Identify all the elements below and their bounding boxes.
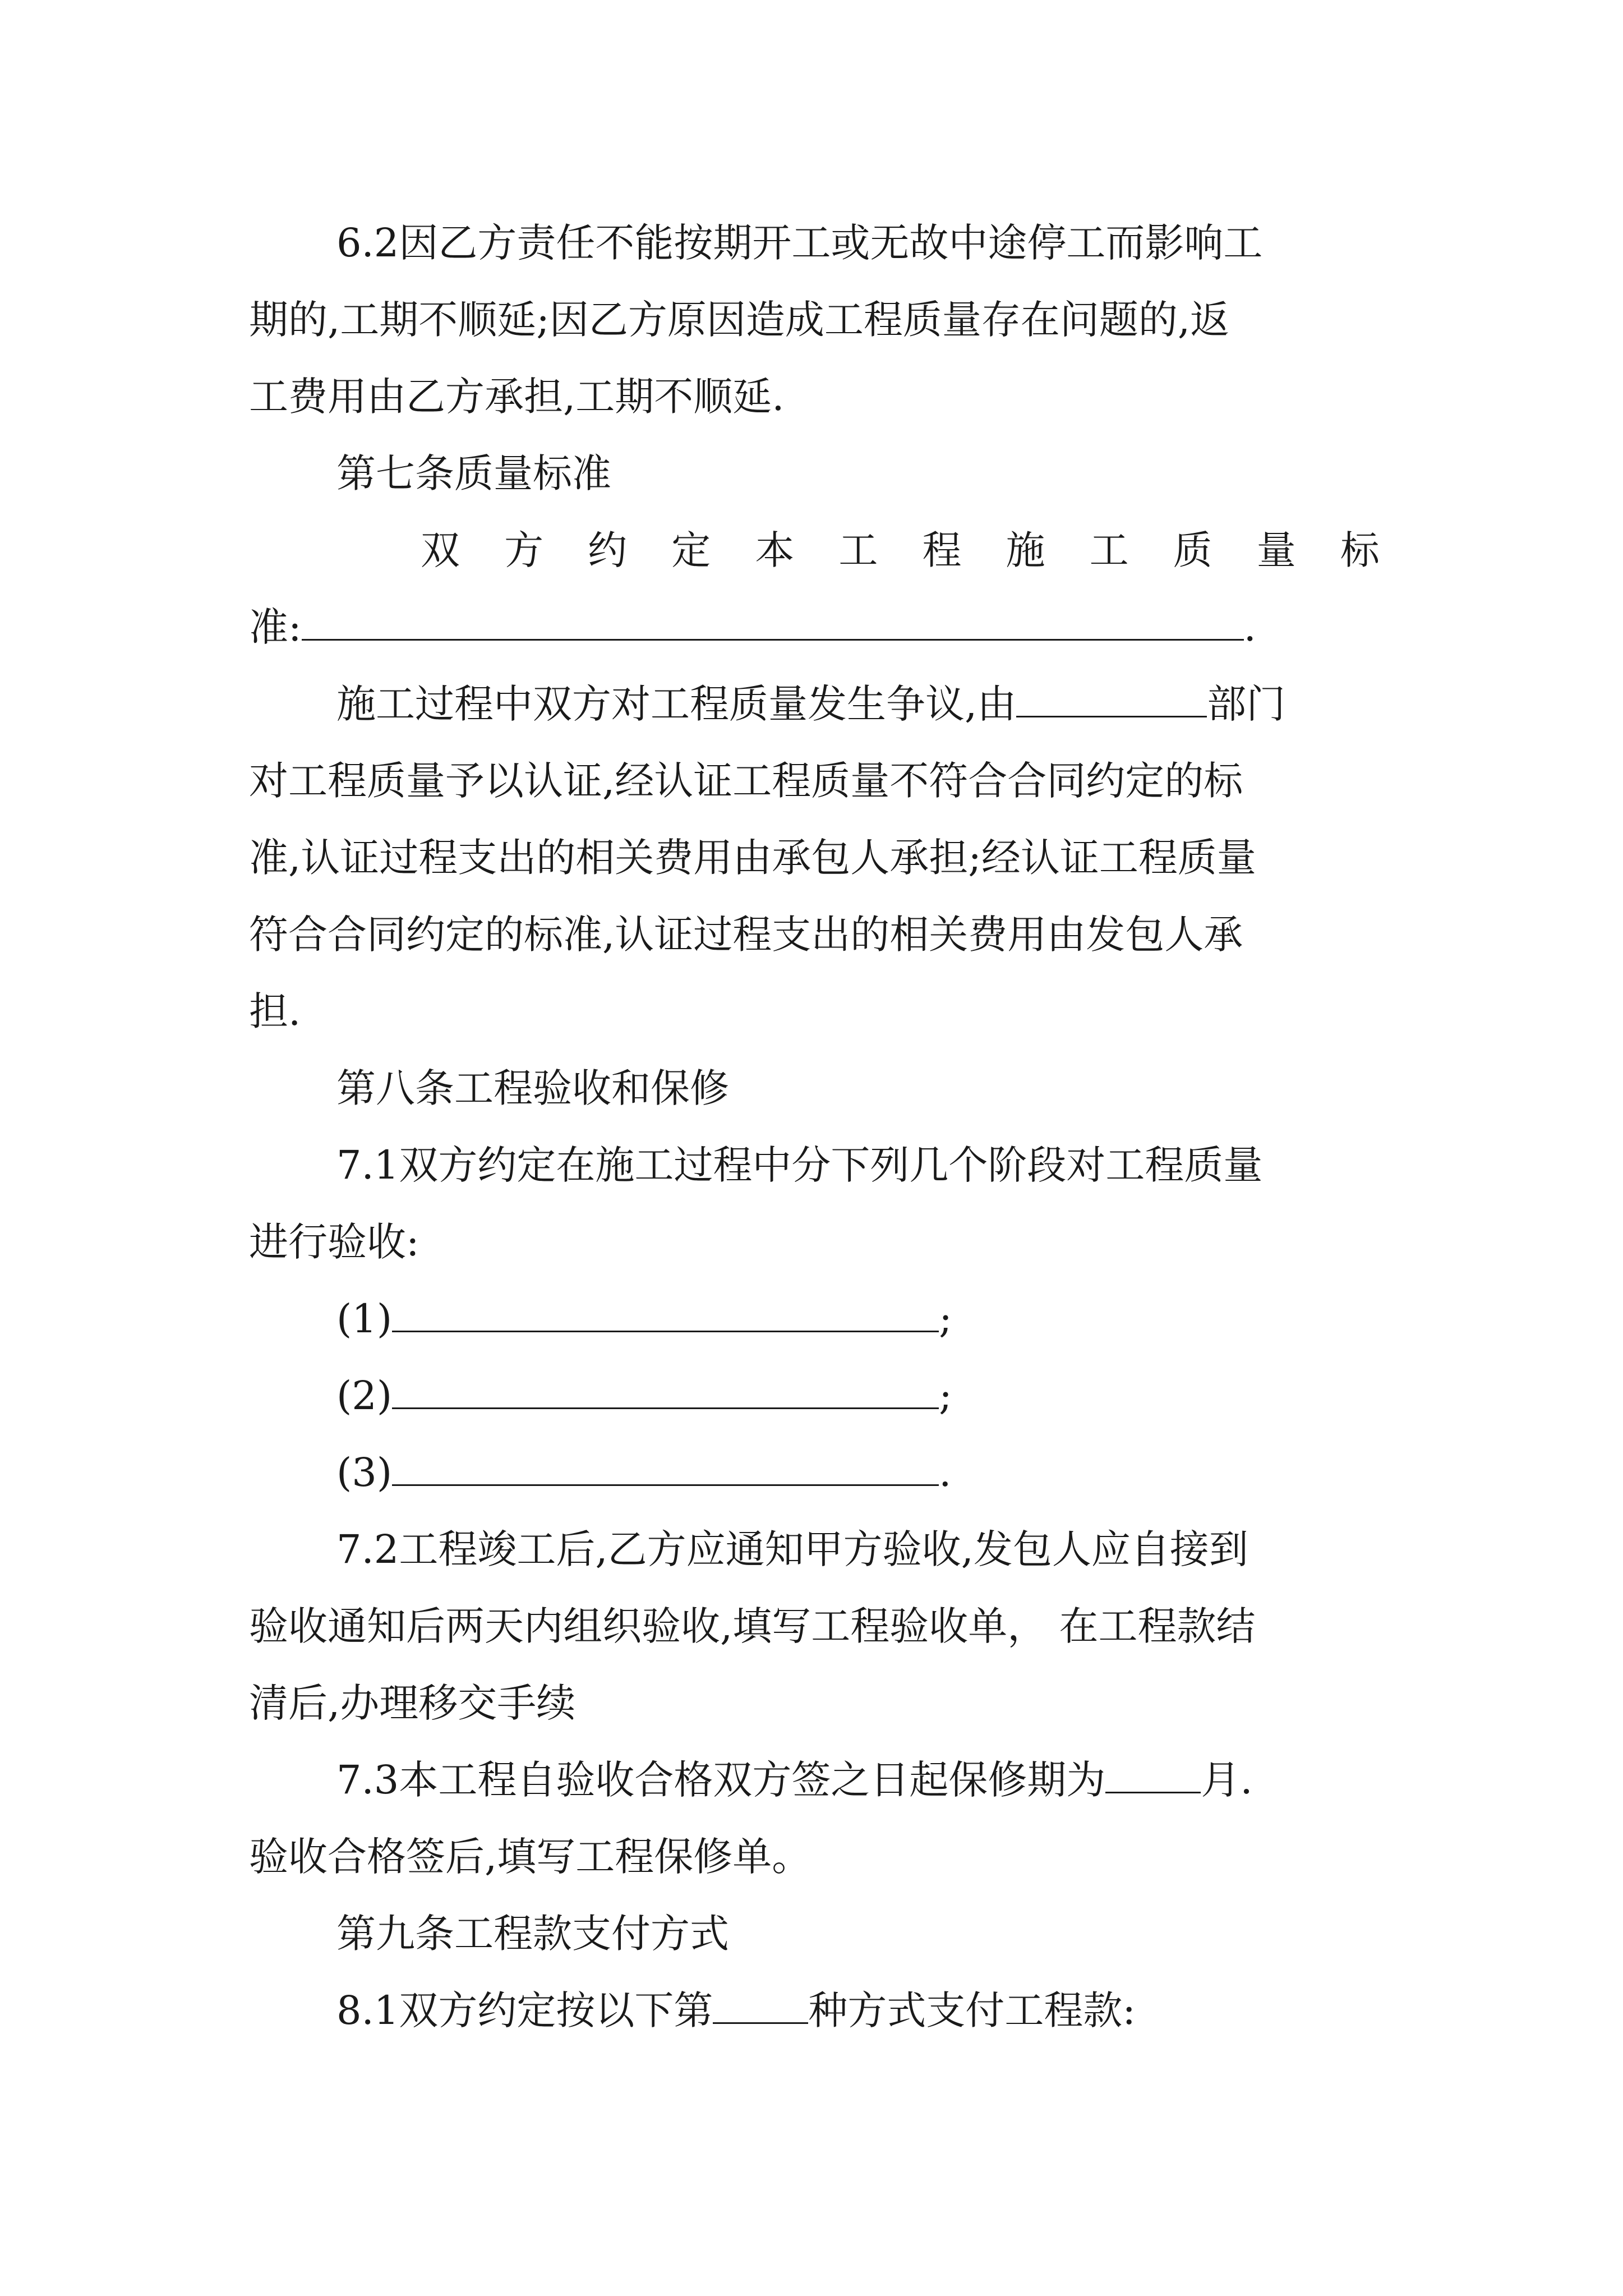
stage-1-label: (1) xyxy=(336,1296,393,1342)
spread-char: 工 xyxy=(1089,527,1129,573)
stage-1-line xyxy=(336,1281,952,1358)
stage-2-blank[interactable] xyxy=(392,1375,939,1409)
quality-standard-line xyxy=(249,589,1256,666)
paragraph-6-2-line-2: 期的,工期不顺延;因乙方原因造成工程质量存在问题的,返 xyxy=(249,297,1230,343)
stage-1-blank[interactable] xyxy=(392,1298,939,1332)
dispute-paragraph-line-4: 符合合同约定的标准,认证过程支出的相关费用由发包人承 xyxy=(249,912,1243,958)
warranty-text: 7.3本工程自验收合格双方签之日起保修期为 xyxy=(336,1757,1106,1803)
spread-char: 方 xyxy=(504,527,544,573)
article-9-heading: 第九条工程款支付方式 xyxy=(336,1911,729,1957)
paragraph-6-2-line-3: 工费用由乙方承担,工期不顺延. xyxy=(249,374,785,420)
paragraph-7-2-line-1: 7.2工程竣工后,乙方应通知甲方验收,发包人应自接到 xyxy=(336,1526,1248,1572)
quality-standard-end: . xyxy=(1243,604,1256,650)
stage-2-line xyxy=(336,1358,952,1434)
paragraph-7-2-line-2: 验收通知后两天内组织验收,填写工程验收单， 在工程款结 xyxy=(249,1603,1256,1649)
paragraph-7-2-line-3: 清后,办理移交手续 xyxy=(249,1680,576,1726)
spread-char: 程 xyxy=(922,527,962,573)
spread-char: 质 xyxy=(1173,527,1212,573)
paragraph-7-1-line-1: 7.1双方约定在施工过程中分下列几个阶段对工程质量 xyxy=(336,1142,1263,1188)
paragraph-8-1-line-1 xyxy=(336,1972,1136,2049)
paragraph-7-3-line-1 xyxy=(336,1742,1253,1819)
stage-3-blank[interactable] xyxy=(392,1452,939,1486)
paragraph-6-2-line-1: 6.2因乙方责任不能按期开工或无故中途停工而影响工 xyxy=(336,220,1263,266)
spread-char: 双 xyxy=(421,527,460,573)
spread-char: 约 xyxy=(588,527,628,573)
warranty-unit: 月. xyxy=(1201,1757,1253,1803)
dispute-paragraph-line-2: 对工程质量予以认证,经认证工程质量不符合合同约定的标 xyxy=(249,758,1243,804)
paragraph-7-1-line-2: 进行验收: xyxy=(249,1219,419,1265)
spread-char: 量 xyxy=(1256,527,1296,573)
dispute-paragraph-line-3: 准,认证过程支出的相关费用由承包人承担;经认证工程质量 xyxy=(249,835,1256,881)
stage-3-label: (3) xyxy=(336,1450,393,1496)
department-label: 部门 xyxy=(1207,681,1286,727)
quality-standard-spread-line xyxy=(421,512,1380,589)
spread-char: 标 xyxy=(1340,527,1380,573)
payment-method-blank[interactable] xyxy=(713,1990,808,2024)
spread-char: 施 xyxy=(1006,527,1045,573)
payment-text: 8.1双方约定按以下第 xyxy=(336,1987,713,2033)
stage-3-end: . xyxy=(939,1450,952,1496)
stage-2-end: ; xyxy=(939,1373,952,1419)
article-7-heading: 第七条质量标准 xyxy=(336,450,611,496)
dispute-paragraph-line-5: 担. xyxy=(249,988,301,1034)
quality-standard-blank[interactable] xyxy=(302,606,1244,641)
quality-standard-label: 准: xyxy=(249,604,302,650)
certifying-department-blank[interactable] xyxy=(1016,683,1207,717)
spread-char: 工 xyxy=(838,527,878,573)
warranty-months-blank[interactable] xyxy=(1105,1759,1201,1793)
article-8-heading: 第八条工程验收和保修 xyxy=(336,1065,729,1111)
dispute-text: 施工过程中双方对工程质量发生争议,由 xyxy=(336,681,1017,727)
spread-char: 定 xyxy=(671,527,711,573)
dispute-paragraph-line-1 xyxy=(336,666,1285,743)
payment-text-end: 种方式支付工程款: xyxy=(808,1987,1136,2033)
spread-char: 本 xyxy=(755,527,795,573)
stage-1-end: ; xyxy=(939,1296,952,1342)
stage-3-line xyxy=(336,1434,951,1511)
paragraph-7-3-line-2: 验收合格签后,填写工程保修单。 xyxy=(249,1834,811,1880)
stage-2-label: (2) xyxy=(336,1373,393,1419)
